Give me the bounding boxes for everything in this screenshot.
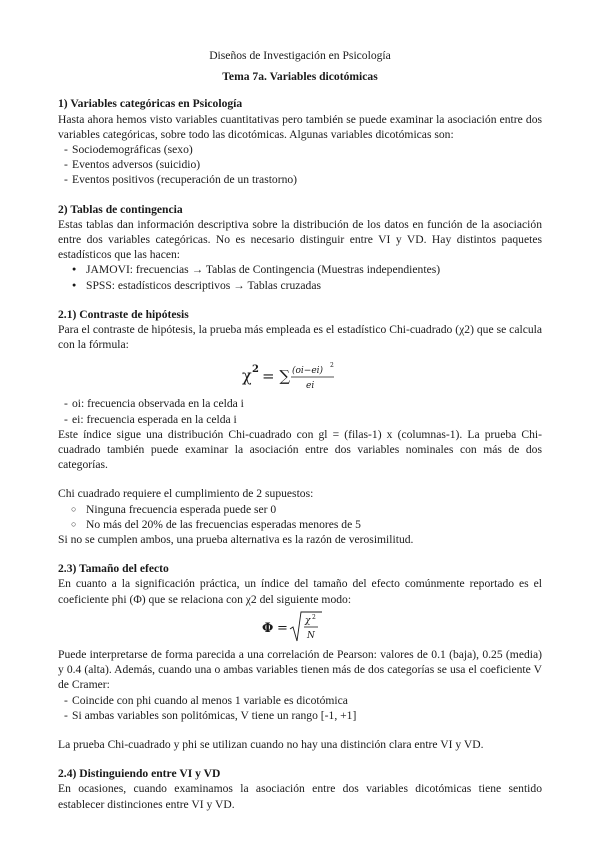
formula-numerator-exponent: 2: [330, 362, 334, 370]
document-title: Diseños de Investigación en Psicología: [209, 49, 391, 62]
section-2-3-text-2: Puede interpretarse de forma parecida a una correlación de Pearson: valores de 0.1 (baja), 0.25 (media) y 0.4 (alta). Además, cuando una o ambas variables tienen más de dos categorías se usa el coeficiente V de Cramer:: [58, 647, 542, 692]
section-2-list: [58, 262, 542, 292]
section-1-heading: 1) Variables categóricas en Psicología: [58, 97, 243, 111]
document-subtitle: Tema 7a. Variables dicotómicas: [222, 70, 378, 84]
formula-phi-numerator: χ: [305, 615, 311, 626]
section-2-3-text-3: La prueba Chi-cuadrado y phi se utilizan cuando no hay una distinción clara entre VI y VD.: [58, 737, 484, 751]
section-2-text: Estas tablas dan información descriptiva sobre la distribución de los datos en función de la asociación entre dos variables categóricas. No es necesario distinguir entre VI y VD. Hay distintos paquetes estadísticos que las hacen:: [58, 217, 542, 262]
list-item: - oi: frecuencia observada en la celda i: [58, 396, 542, 411]
section-2-3-heading: 2.3) Tamaño del efecto: [58, 562, 169, 576]
formula-phi-denominator: N: [307, 630, 315, 641]
section-2-1-heading: 2.1) Contraste de hipótesis: [58, 307, 189, 321]
list-item: ● JAMOVI: frecuencias → Tablas de Contingencia (Muestras independientes): [58, 262, 542, 277]
section-2-4-text: En ocasiones, cuando examinamos la asociación entre dos variables dicotómicas tiene sentido establecer distinciones entre VI y VD.: [58, 782, 542, 811]
list-item: - Eventos adversos (suicidio): [58, 157, 542, 172]
formula-phi-num-exponent: 2: [312, 613, 316, 621]
list-item: - ei: frecuencia esperada en la celda i: [58, 412, 542, 427]
section-2-1-text: Para el contraste de hipótesis, la prueba más empleada es el estadístico Chi-cuadrado (χ2) que se calcula con la fórmula:: [58, 323, 542, 352]
assumptions-list: [58, 502, 542, 532]
formula-definitions: [58, 396, 542, 426]
formula-equals-sum: = ∑: [262, 367, 291, 386]
list-item: - Eventos positivos (recuperación de un trastorno): [58, 172, 542, 187]
section-2-1-text-3: Chi cuadrado requiere el cumplimiento de 2 supuestos:: [58, 487, 314, 501]
section-1-list: [58, 142, 542, 188]
list-item: ○ No más del 20% de las frecuencias esperadas menores de 5: [58, 517, 542, 532]
list-item: ● SPSS: estadísticos descriptivos → Tablas cruzadas: [58, 278, 542, 293]
chi-square-formula: [58, 354, 542, 394]
document-page: [58, 48, 542, 812]
formula-chi-symbol: χ: [242, 366, 252, 386]
list-item: - Sociodemográficas (sexo): [58, 142, 542, 157]
section-2-1-text-4: Si no se cumplen ambos, una prueba alternativa es la razón de verosimilitud.: [58, 533, 414, 547]
phi-formula-graphic: [260, 609, 340, 645]
formula-denominator: ei: [306, 381, 315, 392]
section-2-4-heading: 2.4) Distinguiendo entre VI y VD: [58, 767, 221, 781]
section-2-1-text-2: Este índice sigue una distribución Chi-cuadrado con gl = (filas-1) x (columnas-1). La prueba Chi-cuadrado también puede examinar la asociación entre dos variables nominales con más de dos categorías.: [58, 427, 542, 472]
formula-phi-symbol: Φ: [262, 620, 274, 636]
phi-formula: [58, 609, 542, 645]
list-item: ○ Ninguna frecuencia esperada puede ser 0: [58, 502, 542, 517]
list-item: - Coincide con phi cuando al menos 1 variable es dicotómica: [58, 693, 542, 708]
section-1-text: Hasta ahora hemos visto variables cuantitativas pero también se puede examinar la asociación entre dos variables categóricas, sobre todo las dicotómicas. Algunas variables dicotómicas son:: [58, 112, 542, 141]
formula-phi-equals: =: [277, 620, 288, 636]
list-item: - Si ambas variables son politómicas, V tiene un rango [-1, +1]: [58, 708, 542, 723]
section-2-3-text: En cuanto a la significación práctica, un índice del tamaño del efecto comúnmente reportado es el coeficiente phi (Φ) que se relaciona con χ2 del siguiente modo:: [58, 577, 542, 606]
formula-chi-exponent: 2: [252, 364, 259, 376]
formula-numerator: (oi−ei): [292, 366, 324, 377]
section-2-heading: 2) Tablas de contingencia: [58, 202, 183, 216]
cramer-list: [58, 693, 542, 723]
chi-square-formula-graphic: [240, 354, 360, 394]
